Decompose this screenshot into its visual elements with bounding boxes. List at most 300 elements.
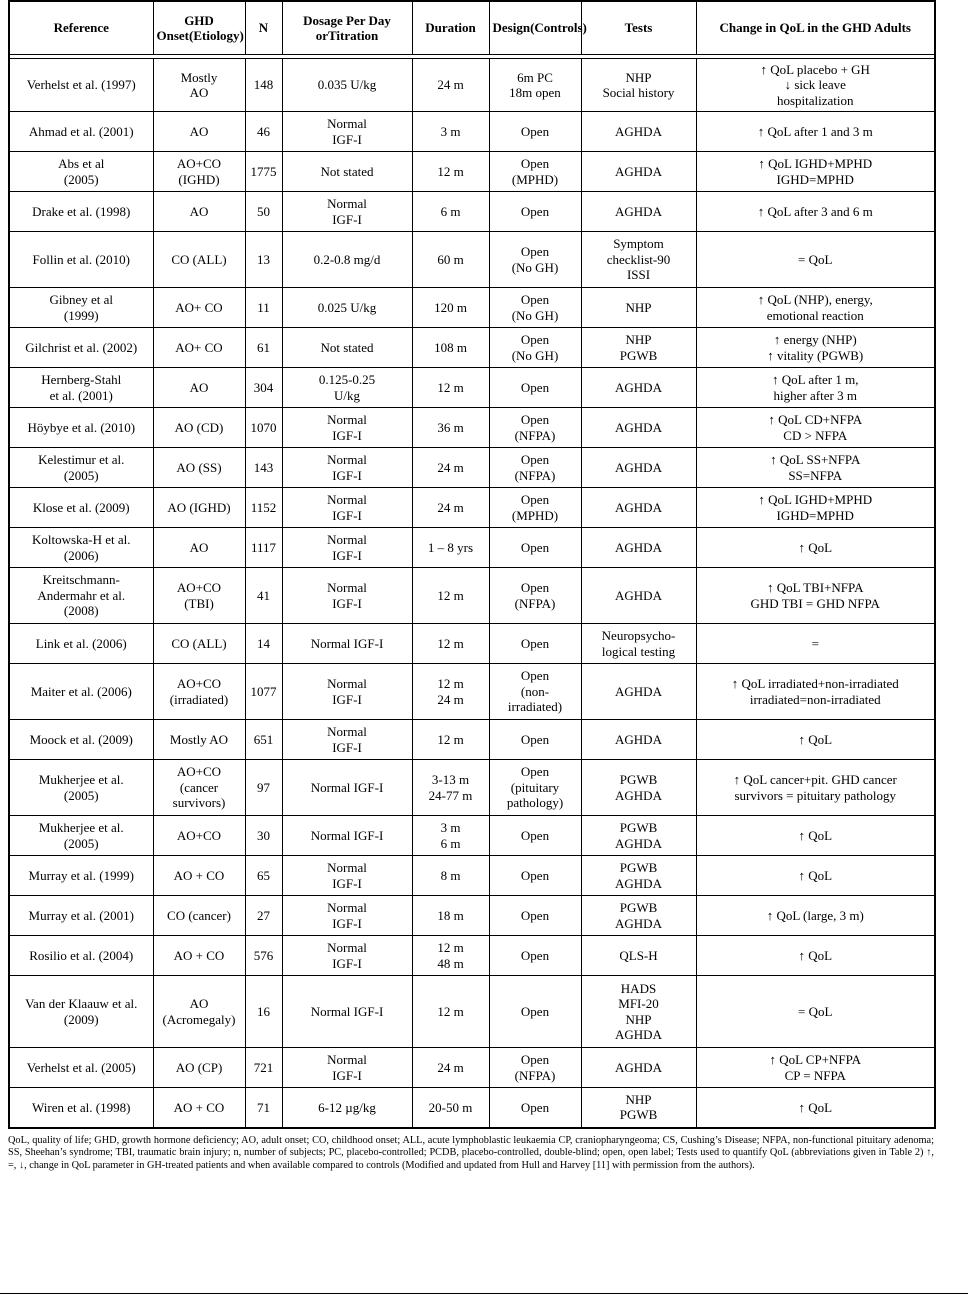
table-cell bbox=[581, 760, 696, 816]
cell-text: 1775 bbox=[250, 163, 277, 179]
table-cell bbox=[245, 288, 282, 328]
cell-text: 8 m bbox=[440, 867, 461, 883]
table-cell bbox=[282, 720, 412, 760]
cell-text: irradiated) bbox=[507, 699, 563, 715]
table-cell bbox=[489, 448, 581, 488]
cell-text: NHP bbox=[625, 1091, 652, 1107]
cell-text: 65 bbox=[257, 867, 270, 883]
column-header-text: Design bbox=[492, 20, 531, 36]
table-cell bbox=[9, 760, 153, 816]
cell-text: 6 m bbox=[440, 203, 461, 219]
cell-text: PGWB bbox=[619, 900, 658, 915]
table-cell bbox=[581, 408, 696, 448]
table-cell bbox=[412, 328, 489, 368]
table-cell bbox=[153, 816, 245, 856]
table-cell bbox=[696, 112, 935, 152]
cell-text: SS=NFPA bbox=[788, 467, 843, 483]
table-cell bbox=[153, 568, 245, 624]
cell-text: ↑ QoL (NHP), energy, bbox=[757, 292, 873, 307]
table-row bbox=[9, 59, 935, 112]
table-row bbox=[9, 488, 935, 528]
cell-text: PGWB bbox=[619, 860, 658, 875]
table-cell bbox=[282, 976, 412, 1048]
cell-text: 46 bbox=[257, 123, 270, 139]
table-cell bbox=[153, 936, 245, 976]
table-row bbox=[9, 232, 935, 288]
table-row bbox=[9, 936, 935, 976]
table-cell bbox=[581, 488, 696, 528]
table-cell bbox=[696, 152, 935, 192]
table-cell bbox=[581, 1048, 696, 1088]
cell-text: (2005) bbox=[63, 467, 99, 483]
table-cell bbox=[9, 528, 153, 568]
table-cell bbox=[9, 488, 153, 528]
cell-text: ↑ QoL SS+NFPA bbox=[770, 452, 861, 467]
table-cell bbox=[153, 896, 245, 936]
cell-text: IGF-I bbox=[332, 595, 362, 611]
cell-text: AGHDA bbox=[615, 835, 662, 851]
cell-text: AGHDA bbox=[615, 459, 662, 475]
cell-text: AO bbox=[189, 123, 209, 139]
table-cell bbox=[245, 568, 282, 624]
cell-text: 13 bbox=[257, 251, 270, 267]
page-bottom-rule bbox=[0, 1293, 968, 1294]
cell-text: (TBI) bbox=[184, 595, 214, 611]
table-cell bbox=[412, 488, 489, 528]
cell-text: Open bbox=[520, 1099, 550, 1115]
table-row bbox=[9, 112, 935, 152]
table-cell bbox=[282, 59, 412, 112]
table-cell bbox=[412, 1048, 489, 1088]
cell-text: ↑ QoL bbox=[798, 867, 833, 883]
cell-text: (irradiated) bbox=[169, 691, 229, 707]
column-header-text: Dosage Per Day or bbox=[303, 12, 391, 43]
cell-text: 24 m bbox=[437, 691, 464, 707]
table-cell bbox=[412, 976, 489, 1048]
column-header bbox=[153, 1, 245, 55]
table-cell bbox=[412, 1088, 489, 1128]
table-cell bbox=[696, 232, 935, 288]
cell-text: (NFPA) bbox=[514, 467, 556, 483]
table-cell bbox=[489, 528, 581, 568]
table-cell bbox=[153, 976, 245, 1048]
cell-text: Normal bbox=[327, 412, 367, 427]
cell-text: Mukherjee et al. bbox=[38, 820, 124, 835]
column-header-text: Reference bbox=[53, 20, 109, 36]
cell-text: IGF-I bbox=[332, 131, 362, 147]
cell-text: Open bbox=[520, 668, 550, 684]
column-header-text: (Etiology) bbox=[189, 28, 244, 43]
cell-text: 12 m bbox=[437, 379, 464, 395]
cell-text: AGHDA bbox=[615, 915, 662, 931]
cell-text: IGF-I bbox=[332, 427, 362, 443]
cell-text: AO (SS) bbox=[176, 459, 222, 475]
cell-text: Open bbox=[520, 947, 550, 963]
cell-text: ↑ QoL placebo + GH bbox=[760, 61, 870, 77]
table-cell bbox=[696, 1088, 935, 1128]
table-cell bbox=[412, 568, 489, 624]
cell-text: Drake et al. (1998) bbox=[32, 203, 131, 219]
table-cell bbox=[245, 664, 282, 720]
cell-text: IGHD=MPHD bbox=[776, 507, 854, 523]
cell-text: Normal bbox=[327, 116, 367, 131]
cell-text: ↑ QoL TBI+NFPA bbox=[767, 580, 864, 595]
table-cell bbox=[581, 192, 696, 232]
cell-text: 16 bbox=[257, 1003, 270, 1019]
cell-text: Murray et al. (1999) bbox=[28, 867, 134, 883]
table-cell bbox=[282, 528, 412, 568]
cell-text: 60 m bbox=[437, 251, 464, 267]
cell-text: AGHDA bbox=[615, 419, 662, 435]
cell-text: 1117 bbox=[250, 539, 277, 555]
table-cell bbox=[581, 856, 696, 896]
column-header bbox=[489, 1, 587, 55]
cell-text: ↑ energy (NHP) bbox=[773, 332, 857, 347]
cell-text: AO bbox=[189, 379, 209, 395]
cell-text: NHP bbox=[625, 69, 652, 85]
cell-text: PGWB bbox=[619, 1107, 658, 1123]
table-cell bbox=[9, 288, 153, 328]
cell-text: Normal bbox=[327, 196, 367, 211]
table-cell bbox=[489, 856, 581, 896]
table-cell bbox=[696, 664, 935, 720]
cell-text: 30 bbox=[257, 827, 270, 843]
table-cell bbox=[696, 59, 935, 112]
table-row bbox=[9, 664, 935, 720]
cell-text: ↑ vitality (PGWB) bbox=[767, 347, 864, 363]
table-cell bbox=[9, 448, 153, 488]
cell-text: IGF-I bbox=[332, 915, 362, 931]
table-cell bbox=[412, 664, 489, 720]
table-cell bbox=[245, 1048, 282, 1088]
table-cell bbox=[489, 896, 581, 936]
table-cell bbox=[412, 856, 489, 896]
cell-text: Maiter et al. (2006) bbox=[30, 683, 132, 699]
table-cell bbox=[489, 328, 581, 368]
cell-text: ↑ QoL CD+NFPA bbox=[768, 412, 863, 427]
table-cell bbox=[9, 720, 153, 760]
cell-text: Normal bbox=[327, 452, 367, 467]
cell-text: 48 m bbox=[437, 955, 464, 971]
table-cell bbox=[489, 408, 581, 448]
table-cell bbox=[245, 816, 282, 856]
cell-text: IGF-I bbox=[332, 211, 362, 227]
cell-text: Normal bbox=[327, 580, 367, 595]
cell-text: Murray et al. (2001) bbox=[28, 907, 134, 923]
cell-text: Not stated bbox=[320, 163, 374, 179]
cell-text: 18 m bbox=[437, 907, 464, 923]
cell-text: 1077 bbox=[250, 683, 277, 699]
table-cell bbox=[9, 816, 153, 856]
cell-text: Ahmad et al. (2001) bbox=[28, 123, 134, 139]
table-cell bbox=[581, 59, 696, 112]
table-body bbox=[9, 55, 935, 1128]
cell-text: 27 bbox=[257, 907, 270, 923]
table-cell bbox=[489, 488, 581, 528]
table-cell bbox=[9, 624, 153, 664]
cell-text: (No GH) bbox=[511, 307, 559, 323]
cell-text: Open bbox=[520, 123, 550, 139]
table-cell bbox=[282, 288, 412, 328]
table-cell bbox=[282, 448, 412, 488]
table-cell bbox=[9, 328, 153, 368]
table-cell bbox=[282, 488, 412, 528]
table-cell bbox=[9, 896, 153, 936]
cell-text: (2006) bbox=[63, 547, 99, 563]
table-cell bbox=[489, 568, 581, 624]
cell-text: AO (IGHD) bbox=[167, 499, 231, 515]
table-cell bbox=[696, 896, 935, 936]
cell-text: IGF-I bbox=[332, 1067, 362, 1083]
column-header bbox=[412, 1, 489, 55]
table-cell bbox=[245, 112, 282, 152]
table-cell bbox=[9, 368, 153, 408]
cell-text: 14 bbox=[257, 635, 270, 651]
table-cell bbox=[696, 1048, 935, 1088]
table-cell bbox=[581, 448, 696, 488]
cell-text: CP = NFPA bbox=[784, 1067, 846, 1083]
cell-text: ↑ QoL CP+NFPA bbox=[769, 1052, 862, 1067]
table-row bbox=[9, 624, 935, 664]
table-cell bbox=[9, 568, 153, 624]
cell-text: Normal IGF-I bbox=[310, 827, 384, 843]
cell-text: 97 bbox=[257, 779, 270, 795]
cell-text: Open bbox=[520, 1003, 550, 1019]
table-cell bbox=[581, 1088, 696, 1128]
table-cell bbox=[412, 760, 489, 816]
cell-text: = QoL bbox=[798, 1003, 833, 1019]
table-cell bbox=[412, 368, 489, 408]
table-cell bbox=[153, 528, 245, 568]
table-cell bbox=[696, 448, 935, 488]
table-cell bbox=[489, 1048, 581, 1088]
cell-text: Normal bbox=[327, 724, 367, 739]
column-header-text: (Controls) bbox=[530, 20, 587, 36]
cell-text: CD > NFPA bbox=[783, 427, 848, 443]
cell-text: 143 bbox=[253, 459, 274, 475]
table-cell bbox=[696, 528, 935, 568]
table-cell bbox=[153, 1048, 245, 1088]
table-cell bbox=[581, 328, 696, 368]
cell-text: PGWB bbox=[619, 772, 658, 787]
cell-text: 20-50 m bbox=[428, 1099, 473, 1115]
table-row bbox=[9, 528, 935, 568]
cell-text: (NFPA) bbox=[514, 595, 556, 611]
table-cell bbox=[581, 816, 696, 856]
cell-text: 721 bbox=[253, 1059, 274, 1075]
cell-text: Normal IGF-I bbox=[310, 635, 384, 651]
cell-text: hospitalization bbox=[776, 92, 854, 108]
table-cell bbox=[9, 192, 153, 232]
cell-text: 12 m bbox=[437, 731, 464, 747]
table-footnote: QoL, quality of life; GHD, growth hormone deficiency; AO, adult onset; CO, childhood onset; ALL, acute lymphoblastic leukaemia CP, craniopharyngeoma; CS, Cushing’s Disease; NFPA, non-functional pituitary adenoma; SS, Sheehan’s syndrome; TBI, traumatic brain injury; n, number of subjects; PC, placebo-controlled; PCDB, placebo-controlled, double-blind; open, open label; Tests used to quantify QoL (abbreviations given in Table 2) ↑, =, ↓, change in QoL parameter in GH-treated patients and when available compared to controls (Modified and updated from Hull and Harvey [11] with permission from the authors). bbox=[8, 1135, 934, 1171]
table-cell bbox=[245, 448, 282, 488]
cell-text: Mostly AO bbox=[169, 731, 229, 747]
cell-text: Moock et al. (2009) bbox=[29, 731, 133, 747]
table-row bbox=[9, 152, 935, 192]
cell-text: (MPHD) bbox=[511, 171, 559, 187]
table-cell bbox=[696, 288, 935, 328]
cell-text: (NFPA) bbox=[514, 1067, 556, 1083]
column-header bbox=[696, 1, 935, 55]
table-cell bbox=[412, 936, 489, 976]
cell-text: Van der Klaauw et al. bbox=[25, 996, 138, 1011]
table-cell bbox=[489, 1088, 581, 1128]
cell-text: survivors) bbox=[172, 795, 226, 811]
table-row bbox=[9, 288, 935, 328]
cell-text: Hernberg-Stahl bbox=[41, 372, 122, 387]
cell-text: emotional reaction bbox=[766, 307, 864, 323]
cell-text: 0.035 U/kg bbox=[317, 77, 377, 93]
cell-text: AO bbox=[189, 996, 209, 1011]
cell-text: AGHDA bbox=[615, 875, 662, 891]
table-cell bbox=[245, 976, 282, 1048]
table-cell bbox=[245, 59, 282, 112]
cell-text: 6 m bbox=[440, 835, 461, 851]
table-cell bbox=[581, 528, 696, 568]
table-cell bbox=[282, 152, 412, 192]
table-cell bbox=[581, 288, 696, 328]
cell-text: 1152 bbox=[250, 499, 277, 515]
cell-text: AGHDA bbox=[615, 1059, 662, 1075]
table-cell bbox=[282, 368, 412, 408]
column-header-text: N bbox=[258, 20, 269, 36]
table-cell bbox=[412, 59, 489, 112]
table-cell bbox=[9, 936, 153, 976]
table-cell bbox=[489, 152, 581, 192]
table-cell bbox=[245, 896, 282, 936]
table-cell bbox=[153, 328, 245, 368]
cell-text: Symptom bbox=[613, 236, 664, 252]
table-row bbox=[9, 568, 935, 624]
table-cell bbox=[282, 568, 412, 624]
table-row bbox=[9, 328, 935, 368]
cell-text: (No GH) bbox=[511, 347, 559, 363]
table-cell bbox=[489, 976, 581, 1048]
table-cell bbox=[282, 328, 412, 368]
cell-text: AGHDA bbox=[615, 587, 662, 603]
table-cell bbox=[245, 232, 282, 288]
cell-text: ↑ QoL irradiated+non-irradiated bbox=[731, 676, 899, 691]
table-cell bbox=[696, 976, 935, 1048]
table-cell bbox=[245, 408, 282, 448]
cell-text: 24 m bbox=[437, 1059, 464, 1075]
table-cell bbox=[153, 664, 245, 720]
cell-text: AGHDA bbox=[615, 1027, 662, 1042]
cell-text: (IGHD) bbox=[178, 171, 220, 187]
cell-text: AO bbox=[189, 203, 209, 219]
table-cell bbox=[153, 488, 245, 528]
cell-text: NHP bbox=[625, 299, 652, 315]
cell-text: Normal IGF-I bbox=[310, 1003, 384, 1019]
cell-text: 24 m bbox=[437, 459, 464, 475]
cell-text: 120 m bbox=[434, 299, 467, 315]
cell-text: = bbox=[811, 635, 819, 651]
table-cell bbox=[9, 976, 153, 1048]
table-cell bbox=[412, 720, 489, 760]
cell-text: Open bbox=[520, 635, 550, 651]
table-row bbox=[9, 760, 935, 816]
column-header bbox=[9, 1, 153, 55]
cell-text: ↑ QoL after 3 and 6 m bbox=[757, 203, 873, 219]
cell-text: irradiated=non-irradiated bbox=[749, 691, 881, 707]
cell-text: NHP bbox=[625, 1011, 652, 1027]
table-row bbox=[9, 816, 935, 856]
cell-text: 18m open bbox=[509, 85, 561, 100]
table-cell bbox=[696, 408, 935, 448]
table-cell bbox=[696, 720, 935, 760]
cell-text: 61 bbox=[257, 339, 270, 355]
table-cell bbox=[696, 936, 935, 976]
cell-text: Open bbox=[520, 827, 550, 843]
cell-text: Normal bbox=[327, 676, 367, 691]
cell-text: 12 m bbox=[437, 940, 464, 955]
table-cell bbox=[245, 624, 282, 664]
table-cell bbox=[581, 112, 696, 152]
cell-text: ↑ QoL bbox=[798, 1099, 833, 1115]
cell-text: Abs et al bbox=[58, 156, 105, 171]
table-cell bbox=[153, 448, 245, 488]
table-cell bbox=[245, 368, 282, 408]
table-cell bbox=[696, 624, 935, 664]
cell-text: Open bbox=[520, 764, 550, 780]
table-cell bbox=[153, 720, 245, 760]
cell-text: ↑ QoL bbox=[798, 539, 833, 555]
cell-text: AGHDA bbox=[615, 787, 662, 803]
cell-text: ↑ QoL after 1 m, bbox=[771, 372, 859, 387]
qol-studies-table bbox=[8, 0, 936, 1129]
table-cell bbox=[412, 152, 489, 192]
cell-text: Open bbox=[520, 203, 550, 219]
table-cell bbox=[696, 816, 935, 856]
table-cell bbox=[245, 856, 282, 896]
cell-text: 24-77 m bbox=[428, 787, 473, 803]
cell-text: GHD TBI = GHD NFPA bbox=[750, 595, 880, 611]
column-header bbox=[282, 1, 412, 55]
cell-text: 6m PC bbox=[517, 69, 553, 85]
table-cell bbox=[282, 112, 412, 152]
cell-text: Koltowska-H et al. bbox=[31, 532, 131, 547]
table-cell bbox=[282, 936, 412, 976]
cell-text: Open bbox=[520, 539, 550, 555]
cell-text: Normal bbox=[327, 492, 367, 507]
table-cell bbox=[282, 1048, 412, 1088]
cell-text: (No GH) bbox=[511, 259, 559, 275]
cell-text: 12 m bbox=[437, 1003, 464, 1019]
table-cell bbox=[489, 192, 581, 232]
table-row bbox=[9, 448, 935, 488]
cell-text: Open bbox=[520, 867, 550, 883]
cell-text: AGHDA bbox=[615, 163, 662, 179]
table-cell bbox=[581, 568, 696, 624]
cell-text: Open bbox=[520, 580, 550, 595]
table-cell bbox=[9, 232, 153, 288]
cell-text: 50 bbox=[257, 203, 270, 219]
cell-text: ↑ QoL bbox=[798, 947, 833, 963]
cell-text: Open bbox=[520, 492, 550, 507]
table-cell bbox=[9, 664, 153, 720]
cell-text: 0.2-0.8 mg/d bbox=[313, 251, 381, 267]
cell-text: Link et al. (2006) bbox=[35, 635, 127, 651]
cell-text: ISSI bbox=[626, 267, 651, 283]
column-header-text: Change in QoL in the GHD Adults bbox=[719, 20, 911, 36]
cell-text: 0.025 U/kg bbox=[317, 299, 377, 315]
cell-text: AO + CO bbox=[173, 867, 225, 883]
table-cell bbox=[282, 816, 412, 856]
cell-text: 36 m bbox=[437, 419, 464, 435]
cell-text: IGHD=MPHD bbox=[776, 171, 854, 187]
cell-text: ↑ QoL after 1 and 3 m bbox=[757, 123, 873, 139]
